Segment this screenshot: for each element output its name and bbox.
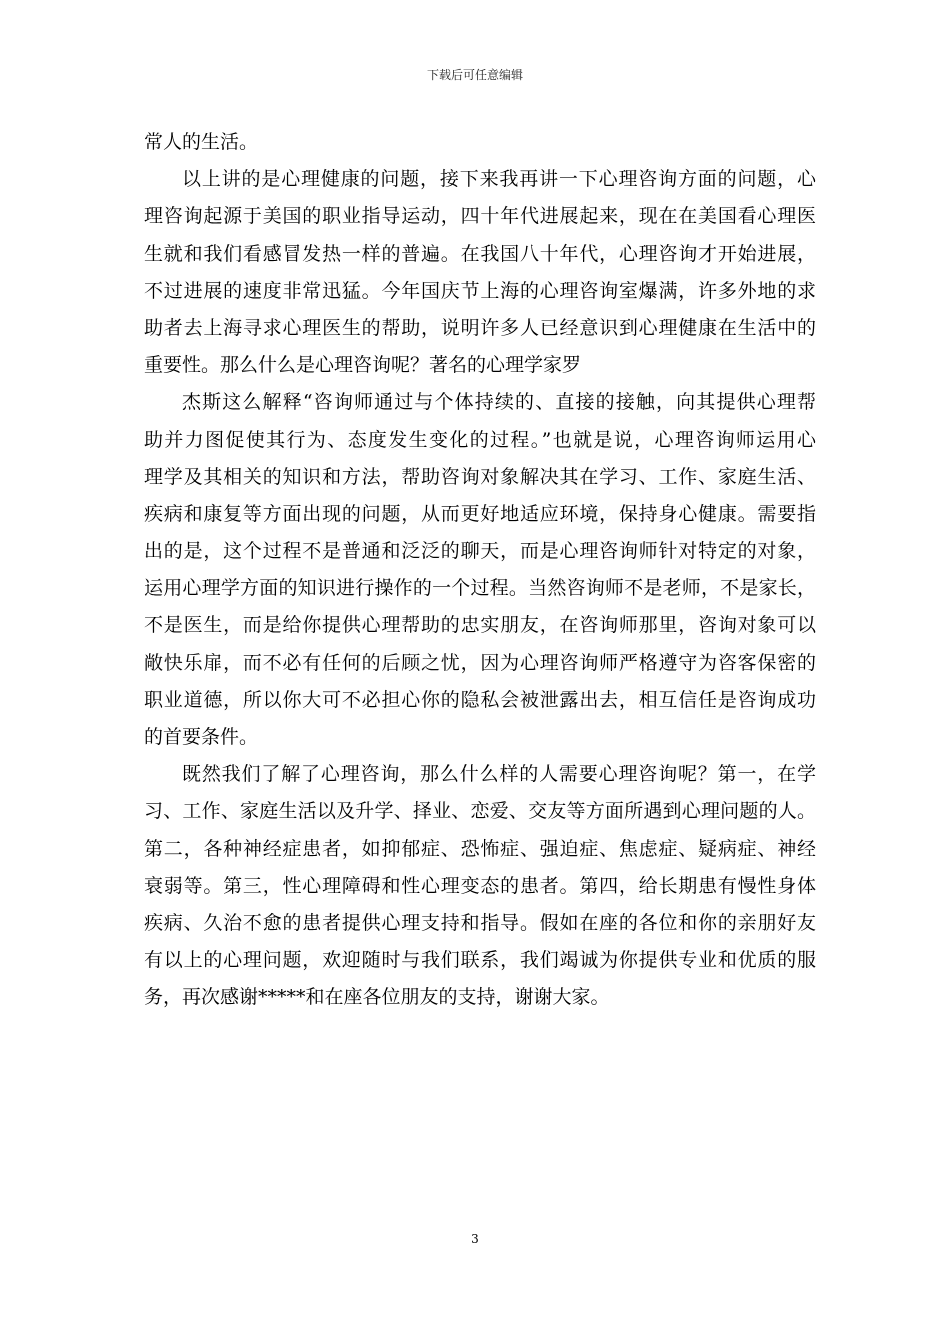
text-line: 第二，各种神经症患者，如抑郁症、恐怖症、强迫症、焦虑症、疑病症、神经 [144,837,816,860]
paragraph [144,124,816,161]
text-line: 有以上的心理问题，欢迎随时与我们联系，我们竭诚为你提供专业和优质的服 [144,949,816,972]
text-line: 衰弱等。第三，性心理障碍和性心理变态的患者。第四，给长期患有慢性身体 [144,874,816,897]
text-line: 以上讲的是心理健康的问题，接下来我再讲一下心理咨询方面的问题，心 [182,168,816,191]
text-line: 敞快乐扉，而不必有任何的后顾之忧，因为心理咨询师严格遵守为咨客保密的 [144,651,816,674]
text-line: 生就和我们看感冒发热一样的普遍。在我国八十年代，心理咨询才开始进展， [144,242,816,265]
text-line: 杰斯这么解释“咨询师通过与个体持续的、直接的接触，向其提供心理帮 [182,391,816,414]
text-line: 出的是，这个过程不是普通和泛泛的聊天，而是心理咨询师针对特定的对象， [144,540,816,563]
text-line: 运用心理学方面的知识进行操作的一个过程。当然咨询师不是老师，不是家长， [144,577,816,600]
text-line: 习、工作、家庭生活以及升学、择业、恋爱、交友等方面所遇到心理问题的人。 [144,800,816,823]
text-line: 不过进展的速度非常迅猛。今年国庆节上海的心理咨询室爆满，许多外地的求 [144,279,816,302]
text-line: 的首要条件。 [144,726,259,748]
document-body [144,124,816,1017]
text-line: 不是医生，而是给你提供心理帮助的忠实朋友，在咨询师那里，咨询对象可以 [144,614,816,637]
text-line: 助者去上海寻求心理医生的帮助，说明许多人已经意识到心理健康在生活中的 [144,316,816,339]
text-line: 既然我们了解了心理咨询，那么什么样的人需要心理咨询呢？第一，在学 [182,763,816,786]
page-header: 下载后可任意编辑 [426,68,523,82]
paragraph [144,384,816,756]
paragraph [144,756,816,1016]
text-line: 助并力图促使其行为、态度发生变化的过程。”也就是说，心理咨询师运用心 [144,428,816,451]
page-number: 3 [471,1232,479,1246]
text-line: 理咨询起源于美国的职业指导运动，四十年代进展起来，现在在美国看心理医 [144,205,816,228]
text-line: 职业道德，所以你大可不必担心你的隐私会被泄露出去，相互信任是咨询成功 [144,688,816,711]
text-line: 理学及其相关的知识和方法，帮助咨询对象解决其在学习、工作、家庭生活、 [144,465,816,488]
paragraph [144,161,816,384]
text-line: 疾病和康复等方面出现的问题，从而更好地适应环境，保持身心健康。需要指 [144,502,816,525]
text-line: 重要性。那么什么是心理咨询呢？著名的心理学家罗 [144,354,582,377]
text-line: 务，再次感谢*****和在座各位朋友的支持，谢谢大家。 [144,986,610,1009]
text-line: 疾病、久治不愈的患者提供心理支持和指导。假如在座的各位和你的亲朋好友 [144,911,816,934]
text-line: 常人的生活。 [144,131,259,153]
